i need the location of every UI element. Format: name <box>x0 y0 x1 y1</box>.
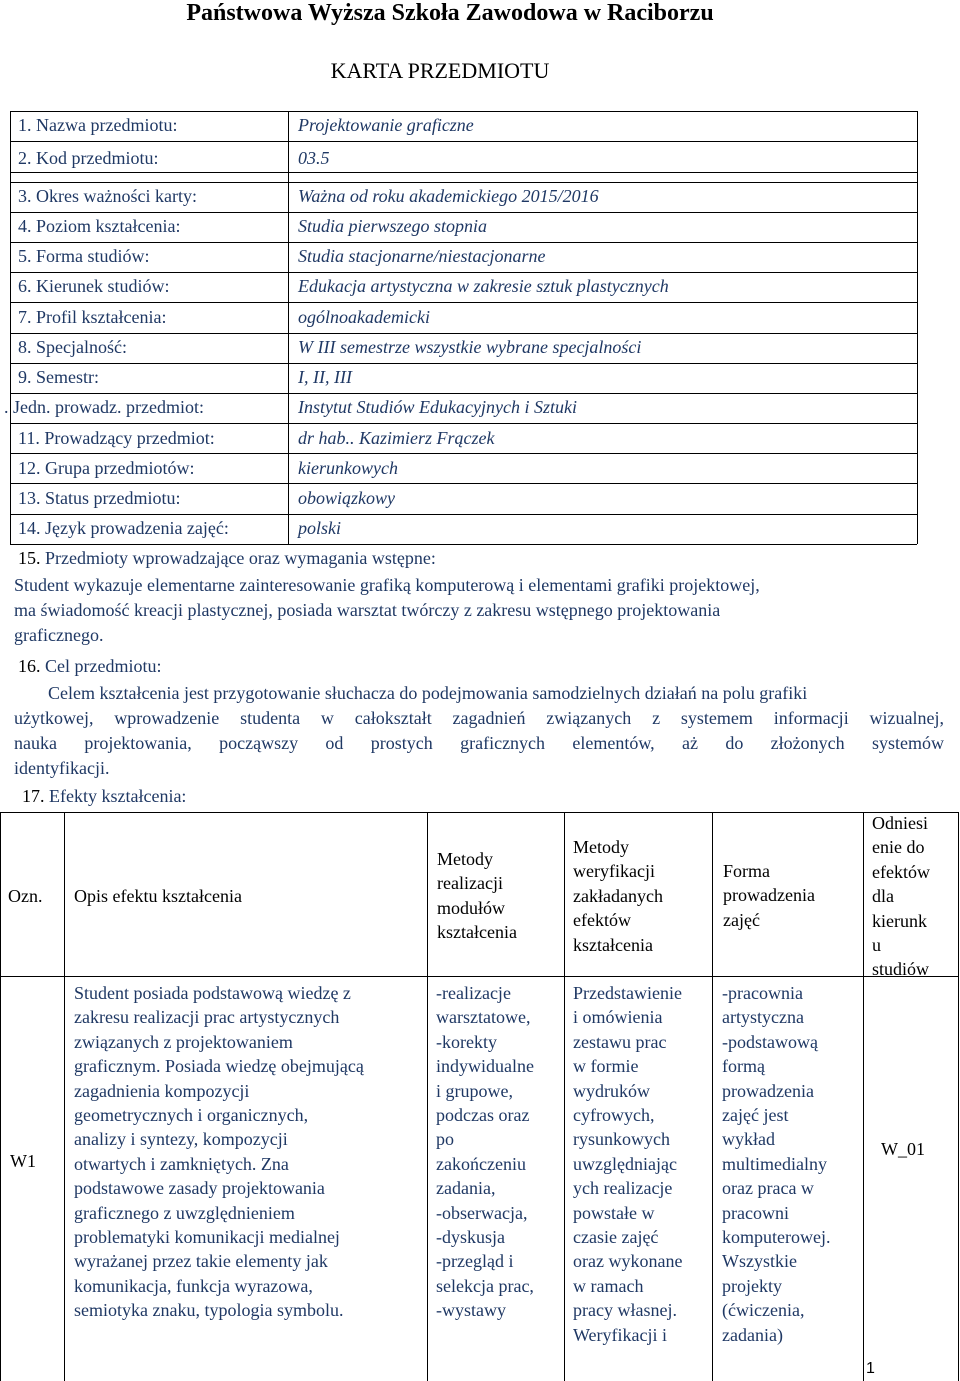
text-line: w formie <box>573 1056 639 1077</box>
text-line: (ćwiczenia, <box>722 1300 805 1321</box>
header-line: efektów <box>872 861 930 882</box>
document-title: KARTA PRZEDMIOTU <box>330 58 550 83</box>
text-line: wydruków <box>573 1080 650 1101</box>
text-line: -realizacje <box>436 983 511 1003</box>
text-line: -podstawową <box>722 1031 818 1052</box>
text-line: prowadzenia <box>722 1080 814 1101</box>
field-value-grupa: kierunkowych <box>298 458 398 478</box>
header-line: u <box>872 935 881 956</box>
text-line: uwzględniając <box>573 1153 677 1174</box>
section-17-number: 17. <box>22 786 45 806</box>
section-17-heading <box>22 786 186 807</box>
text-line: zagadnienia kompozycji <box>74 1080 250 1101</box>
text-line: ych realizacje <box>573 1178 673 1199</box>
text-line: Przedstawienie <box>573 983 682 1003</box>
text-line: projekty <box>722 1275 782 1296</box>
row-w1-ozn: W1 <box>10 1151 36 1171</box>
text-line: komunikacja, funkcja wyrazowa, <box>74 1275 313 1296</box>
header-line: modułów <box>437 897 506 918</box>
header-line: kształcenia <box>573 934 653 955</box>
header-line: prowadzenia <box>723 885 815 906</box>
section-15-line: ma świadomość kreacji plastycznej, posiada warsztat twórczy z zakresu wstępnego projektowania <box>14 600 721 620</box>
text-line: analizy i syntezy, kompozycji <box>74 1129 288 1150</box>
field-value-jednostka: Instytut Studiów Edukacyjnych i Sztuki <box>298 397 577 417</box>
field-value-profil: ogólnoakademicki <box>298 307 430 327</box>
header-line: efektów <box>573 910 631 931</box>
section-16-heading <box>18 656 161 677</box>
text-line: zakresu realizacji prac artystycznych <box>74 1007 340 1028</box>
section-16-line: nauka projektowania, począwszy od prostych graficznych elementów, aż do złożonych systemów <box>14 733 944 753</box>
field-value-nazwa: Projektowanie graficzne <box>298 115 474 135</box>
text-line: Weryfikacji i <box>573 1324 668 1345</box>
text-line: oraz praca w <box>722 1178 814 1199</box>
text-line: multimedialny <box>722 1153 827 1174</box>
section-15-label: Przedmioty wprowadzające oraz wymagania wstępne: <box>45 548 436 568</box>
text-line: cyfrowych, <box>573 1105 655 1126</box>
text-line: indywidualne <box>436 1056 534 1077</box>
section-16-label: Cel przedmiotu: <box>45 656 162 676</box>
text-line: zestawu prac <box>573 1031 667 1052</box>
field-value-semestr: I, II, III <box>298 367 352 387</box>
text-line: pracy własnej. <box>573 1300 677 1321</box>
row-w1-metody-weryfikacji <box>573 981 682 1347</box>
field-value-specjalnosc: W III semestrze wszystkie wybrane specjalności <box>298 337 642 357</box>
field-label-profil: 7. Profil kształcenia: <box>18 307 167 327</box>
school-name: Państwowa Wyższa Szkoła Zawodowa w Raciborzu <box>186 0 714 26</box>
header-forma <box>723 859 815 932</box>
text-line: Student posiada podstawową wiedzę z <box>74 983 351 1003</box>
header-line: Odniesi <box>872 813 928 833</box>
section-16-line: użytkowej, wprowadzenie studenta w całokształt zagadnień związanych z systemem informacji wizualnej, <box>14 708 944 728</box>
row-w1-forma <box>722 981 830 1347</box>
text-line: i omówienia <box>573 1007 663 1028</box>
text-line: formą <box>722 1056 765 1077</box>
text-line: warsztatowe, <box>436 1007 531 1028</box>
text-line: zadania) <box>722 1324 783 1345</box>
text-line: rysunkowych <box>573 1129 670 1150</box>
header-line: weryfikacji <box>573 861 655 882</box>
field-label-grupa: 12. Grupa przedmiotów: <box>18 458 195 478</box>
field-value-kod: 03.5 <box>298 148 330 168</box>
header-metody-realizacji <box>437 847 517 945</box>
header-metody-weryfikacji <box>573 835 663 957</box>
field-value-okres: Ważna od roku akademickiego 2015/2016 <box>298 186 599 206</box>
field-label-forma: 5. Forma studiów: <box>18 246 150 266</box>
text-line: oraz wykonane <box>573 1251 683 1272</box>
text-line: problematyki komunikacji medialnej <box>74 1227 340 1248</box>
field-value-jezyk: polski <box>298 518 341 538</box>
section-15-text <box>14 573 914 648</box>
text-line: pracowni <box>722 1202 789 1223</box>
field-label-kierunek: 6. Kierunek studiów: <box>18 276 170 296</box>
row-w1-opis <box>74 981 364 1323</box>
text-line: selekcja prac, <box>436 1275 534 1296</box>
header-line: zajęć <box>723 909 760 930</box>
field-label-semestr: 9. Semestr: <box>18 367 99 387</box>
text-line: graficznego z uwzględnieniem <box>74 1202 295 1223</box>
field-label-status: 13. Status przedmiotu: <box>18 488 181 508</box>
text-line: zadania, <box>436 1178 496 1199</box>
field-value-kierunek: Edukacja artystyczna w zakresie sztuk plastycznych <box>298 276 669 296</box>
field-label-okres: 3. Okres ważności karty: <box>18 186 197 206</box>
field-value-prowadzacy: dr hab.. Kazimierz Frączek <box>298 428 495 448</box>
text-line: wykład <box>722 1129 775 1150</box>
section-16-text <box>14 681 944 781</box>
field-label-poziom: 4. Poziom kształcenia: <box>18 216 181 236</box>
text-line: Wszystkie <box>722 1251 797 1272</box>
field-label-kod: 2. Kod przedmiotu: <box>18 148 159 168</box>
section-15-number: 15. <box>18 548 41 568</box>
field-label-prowadzacy: 11. Prowadzący przedmiot: <box>18 428 215 448</box>
section-16-number: 16. <box>18 656 41 676</box>
header-opis: Opis efektu kształcenia <box>74 886 242 906</box>
text-line: i grupowe, <box>436 1080 513 1101</box>
header-line: studiów <box>872 959 930 980</box>
text-line: -korekty <box>436 1031 497 1052</box>
text-line: -obserwacja, <box>436 1202 528 1223</box>
section-15-heading <box>18 548 436 569</box>
text-line: semiotyka znaku, typologia symbolu. <box>74 1300 344 1321</box>
row-w1-odniesienie: W_01 <box>881 1139 925 1159</box>
text-line: artystyczna <box>722 1007 804 1028</box>
text-line: wyrażanej przez takie elementy jak <box>74 1251 328 1272</box>
field-label-specjalnosc: 8. Specjalność: <box>18 337 127 357</box>
text-line: komputerowej. <box>722 1227 831 1248</box>
text-line: zakończeniu <box>436 1153 526 1174</box>
header-line: kształcenia <box>437 922 517 943</box>
section-15-line: Student wykazuje elementarne zainteresowanie grafiką komputerową i elementami grafiki projektowej, <box>14 575 760 595</box>
field-label-nazwa: 1. Nazwa przedmiotu: <box>18 115 178 135</box>
text-line: w ramach <box>573 1275 644 1296</box>
text-line: -dyskusja <box>436 1227 505 1248</box>
text-line: podstawowe zasady projektowania <box>74 1178 325 1199</box>
field-label-jednostka: . Jedn. prowadz. przedmiot: <box>4 397 204 417</box>
field-value-status: obowiązkowy <box>298 488 395 508</box>
text-line: -pracownia <box>722 983 803 1003</box>
text-line: geometrycznych i organicznych, <box>74 1105 309 1126</box>
text-line: powstałe w <box>573 1202 655 1223</box>
header-odniesienie <box>872 811 930 982</box>
header-line: zakładanych <box>573 885 663 906</box>
text-line: graficznym. Posiada wiedzę obejmującą <box>74 1056 364 1077</box>
section-16-line: Celem kształcenia jest przygotowanie słuchacza do podejmowania samodzielnych działań na polu grafiki <box>48 683 808 703</box>
field-label-jezyk: 14. Język prowadzenia zajęć: <box>18 518 229 538</box>
header-line: dla <box>872 886 894 907</box>
section-16-line: identyfikacji. <box>14 758 110 778</box>
field-value-poziom: Studia pierwszego stopnia <box>298 216 488 236</box>
header-line: enie do <box>872 837 925 858</box>
header-line: realizacji <box>437 873 503 894</box>
row-w1-metody-realizacji <box>436 981 534 1323</box>
text-line: po <box>436 1129 454 1150</box>
section-17-label: Efekty kształcenia: <box>49 786 187 806</box>
header-line: Forma <box>723 861 770 881</box>
header-line: kierunk <box>872 910 927 931</box>
text-line: czasie zajęć <box>573 1227 659 1248</box>
text-line: związanych z projektowaniem <box>74 1031 293 1052</box>
field-value-forma: Studia stacjonarne/niestacjonarne <box>298 246 546 266</box>
text-line: -wystawy <box>436 1300 506 1321</box>
header-line: Metody <box>437 849 493 869</box>
header-line: Metody <box>573 837 629 857</box>
text-line: zajęć jest <box>722 1105 789 1126</box>
header-ozn: Ozn. <box>8 886 43 906</box>
text-line: otwartych i zamkniętych. Zna <box>74 1153 289 1174</box>
text-line: -przegląd i <box>436 1251 514 1272</box>
text-line: podczas oraz <box>436 1105 530 1126</box>
page-number: 1 <box>866 1360 875 1377</box>
section-15-line: graficznego. <box>14 625 104 645</box>
